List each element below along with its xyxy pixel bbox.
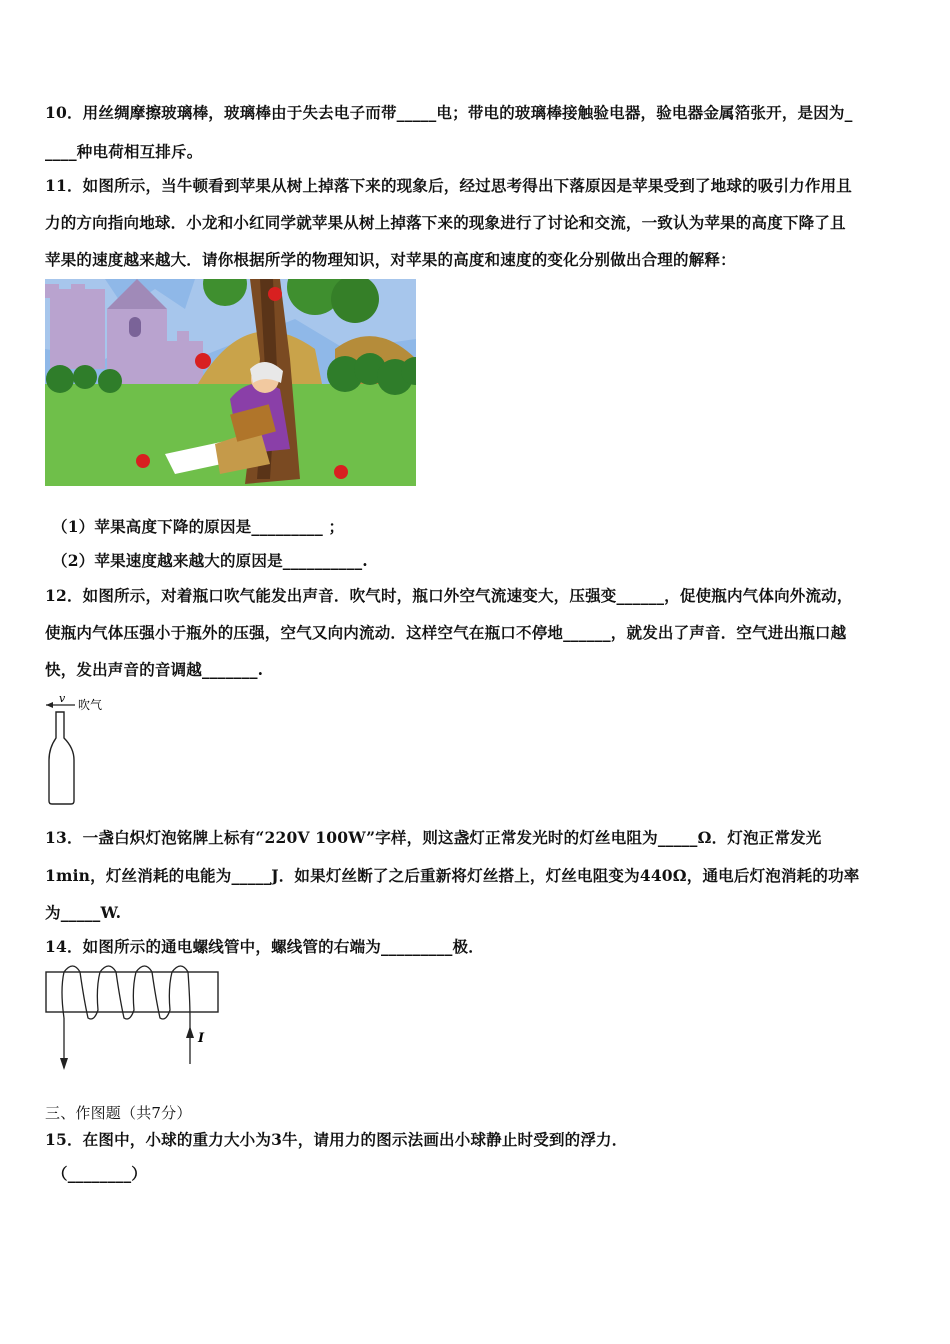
- blow-label: 吹气: [78, 698, 103, 712]
- q11-line-3: 苹果的速度越来越大．请你根据所学的物理知识，对苹果的高度和速度的变化分别做出合理的解释：: [45, 250, 736, 269]
- solenoid-core: [46, 972, 218, 1012]
- q13-line-2: 1min，灯丝消耗的电能为_____J．如果灯丝断了之后重新将灯丝搭上，灯丝电阻变为440Ω，通电后灯泡消耗的功率: [45, 866, 860, 885]
- q11-sub-2: （2）苹果速度越来越大的原因是__________.: [52, 551, 368, 570]
- q11-line-2: 力的方向指向地球．小龙和小红同学就苹果从树上掉落下来的现象进行了讨论和交流，一致认为苹果的高度下降了且: [45, 213, 846, 232]
- current-arrow-right: [186, 1026, 194, 1038]
- section-3-heading: 三、作图题（共7分）: [45, 1104, 192, 1122]
- q10-line-2: ____种电荷相互排斥。: [45, 142, 203, 161]
- q12-line-2: 使瓶内气体压强小于瓶外的压强，空气又向内流动．这样空气在瓶口不停地______，就发出了声音．空气进出瓶口越: [45, 623, 847, 642]
- bottle-diagram: [40, 690, 130, 808]
- q11-sub-1: （1）苹果高度下降的原因是_________ ；: [52, 517, 345, 536]
- airflow-arrowhead: [46, 702, 53, 708]
- solenoid-diagram: [40, 960, 230, 1075]
- q12-line-3: 快，发出声音的音调越_______.: [45, 660, 264, 679]
- q10-line-1: 10．用丝绸摩擦玻璃棒，玻璃棒由于失去电子而带_____电；带电的玻璃棒接触验电器，验电器金属箔张开，是因为_: [45, 103, 853, 122]
- q12-line-1: 12．如图所示，对着瓶口吹气能发出声音．吹气时，瓶口外空气流速变大，压强变______，促使瓶内气体向外流动，: [45, 586, 853, 605]
- q11-line-1: 11．如图所示，当牛顿看到苹果从树上掉落下来的现象后，经过思考得出下落原因是苹果受到了地球的吸引力作用且: [45, 176, 852, 195]
- current-label: I: [198, 1031, 205, 1046]
- q15-line-1: 15．在图中，小球的重力大小为3牛，请用力的图示法画出小球静止时受到的浮力．: [45, 1130, 628, 1149]
- newton-apple-illustration: [45, 279, 416, 486]
- velocity-label: v: [59, 692, 66, 705]
- q13-line-1: 13．一盏白炽灯泡铭牌上标有“220V 100W”字样，则这盏灯正常发光时的灯丝电阻为_____Ω．灯泡正常发光: [45, 828, 822, 847]
- current-arrow-left: [60, 1058, 68, 1070]
- q15-answer-blank: （________）: [52, 1164, 148, 1183]
- q14-line-1: 14．如图所示的通电螺线管中，螺线管的右端为_________极．: [45, 937, 484, 956]
- bottle-outline: [49, 712, 74, 804]
- q13-line-3: 为_____W.: [45, 903, 122, 922]
